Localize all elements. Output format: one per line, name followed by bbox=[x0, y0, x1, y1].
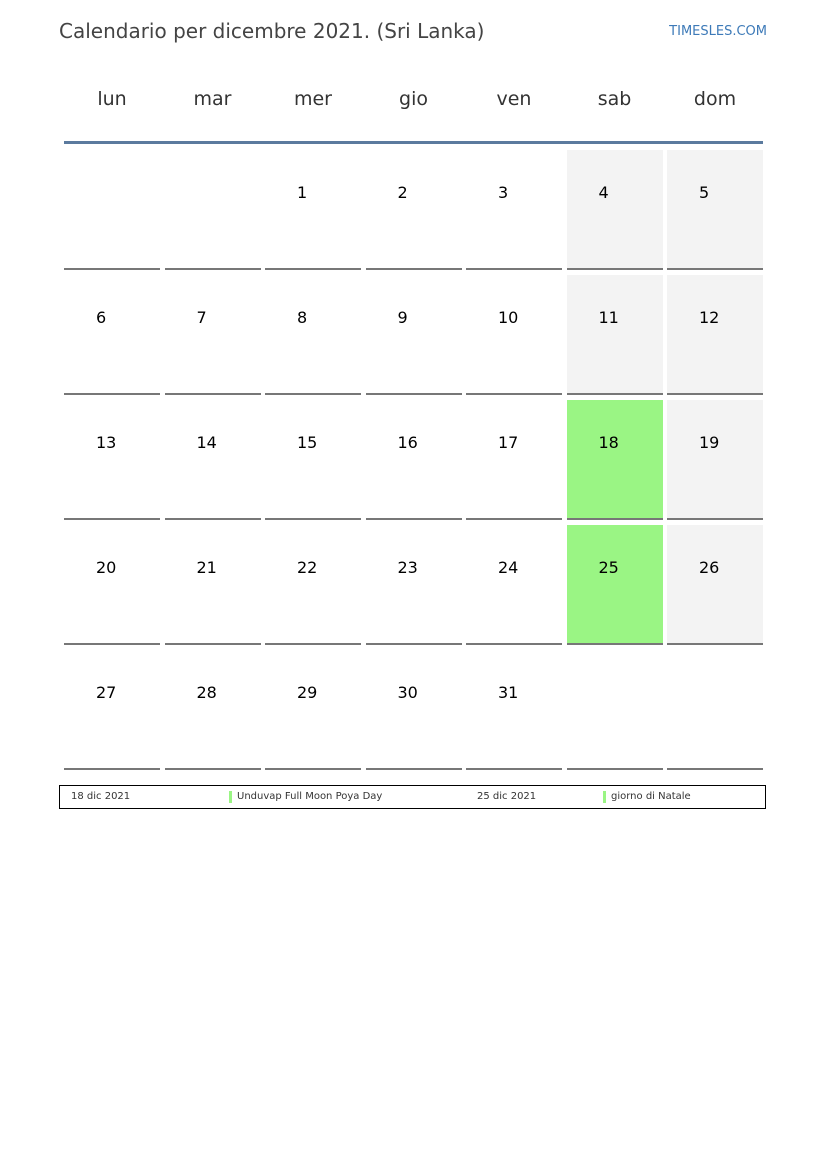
weekday-header-sat: sab bbox=[597, 88, 632, 110]
day-number: 6 bbox=[96, 308, 107, 327]
day-number: 12 bbox=[699, 308, 720, 327]
calendar-day-cell bbox=[265, 525, 361, 645]
day-number: 23 bbox=[397, 558, 418, 577]
calendar-day-cell bbox=[165, 400, 261, 520]
calendar-day-cell bbox=[265, 275, 361, 395]
calendar-day-cell bbox=[567, 150, 663, 270]
day-number: 14 bbox=[196, 433, 217, 452]
holiday-color-swatch bbox=[229, 791, 232, 803]
calendar-empty-cell bbox=[667, 650, 763, 770]
calendar-day-cell bbox=[567, 525, 663, 645]
day-number: 20 bbox=[96, 558, 117, 577]
calendar-day-cell bbox=[366, 525, 462, 645]
calendar-day-cell bbox=[667, 275, 763, 395]
day-number: 19 bbox=[699, 433, 720, 452]
calendar-day-cell bbox=[466, 525, 562, 645]
weekday-header-thu: gio bbox=[399, 88, 428, 110]
page-title: Calendario per dicembre 2021. (Sri Lanka) bbox=[59, 19, 485, 43]
holiday-legend bbox=[59, 785, 766, 809]
calendar-day-cell bbox=[667, 525, 763, 645]
calendar-day-cell bbox=[265, 150, 361, 270]
legend-holiday-name: giorno di Natale bbox=[611, 791, 691, 802]
day-number: 22 bbox=[297, 558, 318, 577]
day-number: 2 bbox=[397, 183, 408, 202]
day-number: 29 bbox=[297, 683, 318, 702]
day-number: 16 bbox=[397, 433, 418, 452]
day-number: 25 bbox=[598, 558, 619, 577]
day-number: 18 bbox=[598, 433, 619, 452]
day-number: 11 bbox=[598, 308, 619, 327]
weekday-header-mon: lun bbox=[97, 88, 127, 110]
day-number: 10 bbox=[498, 308, 519, 327]
calendar-day-cell bbox=[567, 275, 663, 395]
legend-date: 18 dic 2021 bbox=[71, 791, 131, 802]
calendar-day-cell bbox=[165, 525, 261, 645]
calendar-day-cell bbox=[64, 400, 160, 520]
weekday-header-fri: ven bbox=[496, 88, 532, 110]
day-number: 15 bbox=[297, 433, 318, 452]
day-number: 30 bbox=[397, 683, 418, 702]
legend-date: 25 dic 2021 bbox=[477, 791, 537, 802]
calendar-day-cell bbox=[567, 400, 663, 520]
day-number: 21 bbox=[196, 558, 217, 577]
brand-link[interactable]: TIMESLES.COM bbox=[669, 24, 767, 39]
day-number: 1 bbox=[297, 183, 308, 202]
calendar-day-cell bbox=[366, 150, 462, 270]
weekday-header-tue: mar bbox=[193, 88, 232, 110]
day-number: 17 bbox=[498, 433, 519, 452]
day-number: 8 bbox=[297, 308, 308, 327]
day-number: 24 bbox=[498, 558, 519, 577]
calendar-day-cell bbox=[64, 525, 160, 645]
calendar-day-cell bbox=[667, 400, 763, 520]
calendar-day-cell bbox=[64, 275, 160, 395]
calendar-day-cell bbox=[165, 650, 261, 770]
calendar-day-cell bbox=[466, 650, 562, 770]
holiday-color-swatch bbox=[603, 791, 606, 803]
calendar-day-cell bbox=[165, 275, 261, 395]
day-number: 28 bbox=[196, 683, 217, 702]
calendar-day-cell bbox=[64, 650, 160, 770]
legend-holiday-name: Unduvap Full Moon Poya Day bbox=[237, 791, 383, 802]
day-number: 3 bbox=[498, 183, 509, 202]
day-number: 13 bbox=[96, 433, 117, 452]
calendar-day-cell bbox=[366, 400, 462, 520]
weekday-header-wed: mer bbox=[293, 88, 332, 110]
day-number: 26 bbox=[699, 558, 720, 577]
calendar-empty-cell bbox=[64, 150, 160, 270]
day-number: 9 bbox=[397, 308, 408, 327]
day-number: 4 bbox=[598, 183, 609, 202]
calendar-day-cell bbox=[366, 650, 462, 770]
calendar-day-cell bbox=[466, 275, 562, 395]
calendar-day-cell bbox=[466, 150, 562, 270]
calendar-empty-cell bbox=[567, 650, 663, 770]
calendar-day-cell bbox=[265, 400, 361, 520]
calendar-empty-cell bbox=[165, 150, 261, 270]
weekday-header-sun: dom bbox=[693, 88, 737, 110]
day-number: 7 bbox=[196, 308, 207, 327]
calendar-day-cell bbox=[667, 150, 763, 270]
calendar-day-cell bbox=[366, 275, 462, 395]
day-number: 5 bbox=[699, 183, 710, 202]
calendar-day-cell bbox=[466, 400, 562, 520]
day-number: 27 bbox=[96, 683, 117, 702]
calendar-day-cell bbox=[265, 650, 361, 770]
day-number: 31 bbox=[498, 683, 519, 702]
